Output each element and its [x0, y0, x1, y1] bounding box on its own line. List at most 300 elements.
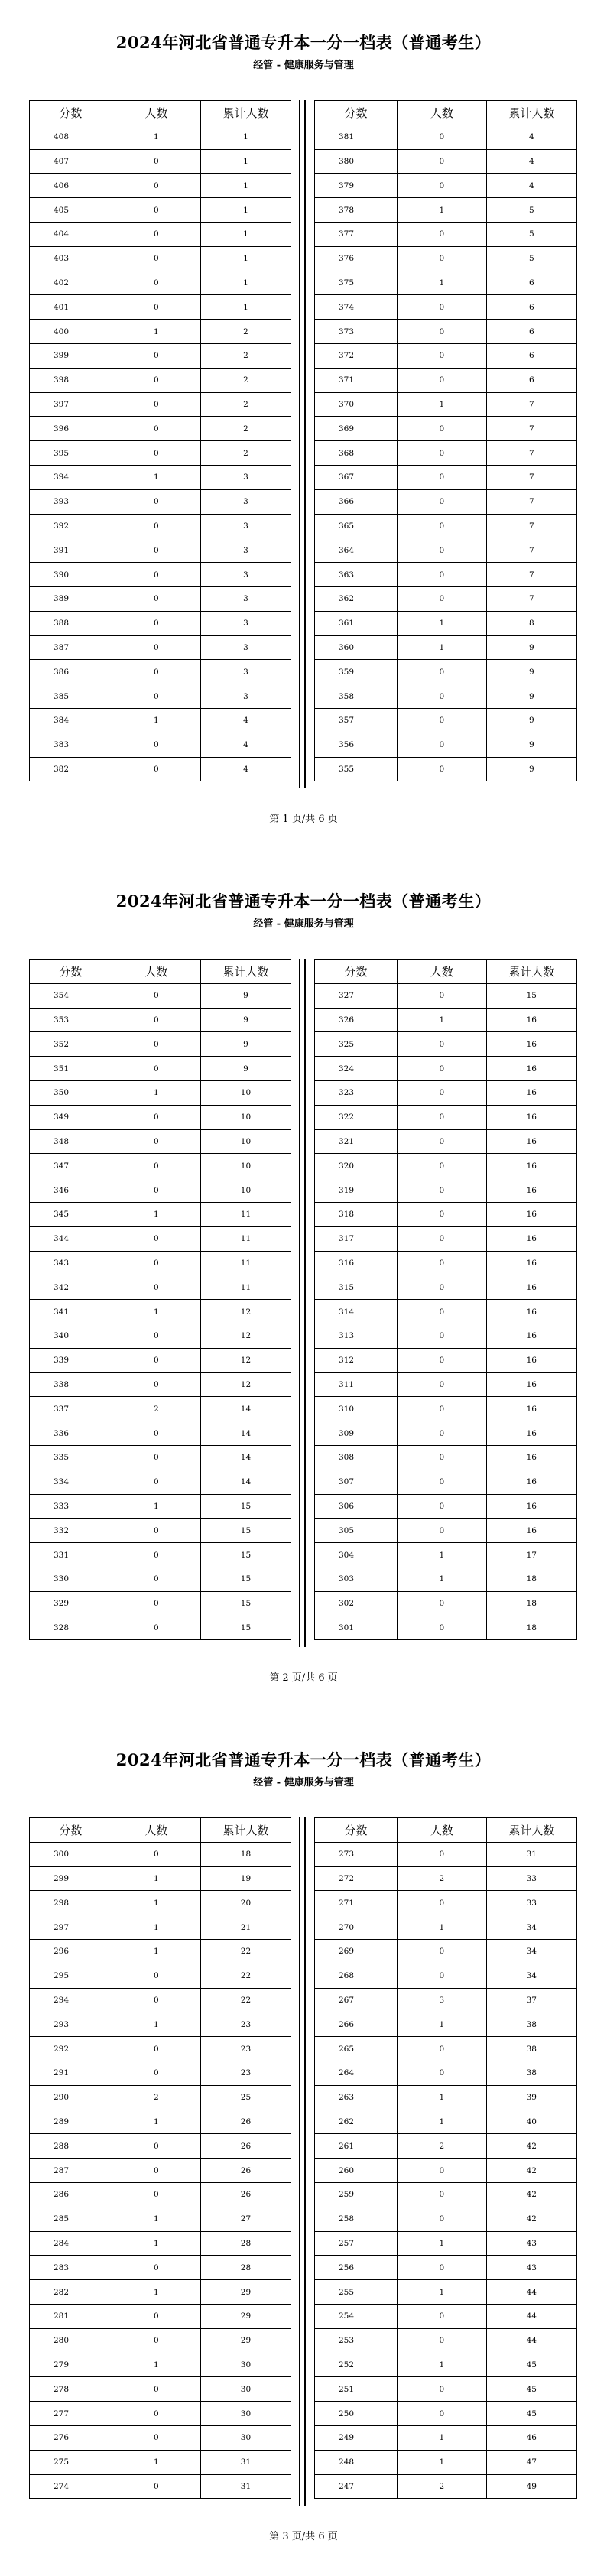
table-row [315, 1616, 577, 1640]
score-cell: 341 [30, 1300, 112, 1324]
score-cell: 326 [315, 1008, 398, 1032]
score-cell: 289 [30, 2110, 112, 2134]
table-row [315, 1348, 577, 1372]
score-cell: 328 [30, 1616, 112, 1640]
score-cell: 285 [30, 2207, 112, 2231]
score-cell: 397 [30, 392, 112, 417]
count-cell: 1 [398, 1567, 487, 1591]
table-row [315, 1988, 577, 2012]
count-cell: 0 [398, 1251, 487, 1275]
score-cell: 322 [315, 1105, 398, 1129]
score-cell: 293 [30, 2012, 112, 2037]
count-cell: 0 [112, 1591, 200, 1616]
score-cell: 350 [30, 1080, 112, 1105]
column-divider [299, 1817, 300, 2506]
cumulative-cell: 7 [486, 586, 576, 611]
count-cell: 0 [398, 1616, 487, 1640]
cumulative-cell: 9 [200, 983, 291, 1008]
count-cell: 1 [398, 2425, 487, 2450]
count-cell: 0 [398, 417, 487, 441]
table-row [30, 1543, 291, 1567]
score-cell: 385 [30, 684, 112, 709]
score-cell: 347 [30, 1154, 112, 1178]
score-cell: 249 [315, 2425, 398, 2450]
cumulative-cell: 9 [486, 757, 576, 781]
score-cell: 343 [30, 1251, 112, 1275]
table-row [315, 733, 577, 757]
score-cell: 376 [315, 246, 398, 271]
table-row [30, 757, 291, 781]
score-cell: 251 [315, 2377, 398, 2402]
table-row [30, 2037, 291, 2061]
table-row [315, 1591, 577, 1616]
cumulative-cell: 11 [200, 1251, 291, 1275]
count-cell: 0 [112, 733, 200, 757]
count-cell: 0 [112, 1154, 200, 1178]
count-cell: 0 [112, 1008, 200, 1032]
table-row [315, 1178, 577, 1203]
score-table-right [314, 100, 577, 781]
score-cell: 337 [30, 1397, 112, 1421]
cumulative-cell: 6 [486, 320, 576, 344]
table-row [30, 2231, 291, 2256]
score-cell: 368 [315, 441, 398, 466]
count-cell: 1 [112, 465, 200, 489]
score-cell: 354 [30, 983, 112, 1008]
cumulative-cell: 6 [486, 295, 576, 320]
table-row [30, 1397, 291, 1421]
count-cell: 0 [112, 2474, 200, 2499]
count-cell: 0 [398, 222, 487, 246]
score-cell: 353 [30, 1008, 112, 1032]
table-row [315, 2037, 577, 2061]
cumulative-cell: 4 [486, 125, 576, 149]
cumulative-cell: 10 [200, 1154, 291, 1178]
cumulative-cell: 45 [486, 2402, 576, 2426]
table-row [315, 2110, 577, 2134]
score-cell: 390 [30, 563, 112, 587]
count-cell: 0 [398, 1842, 487, 1866]
count-cell: 0 [398, 1275, 487, 1300]
score-cell: 389 [30, 586, 112, 611]
table-row [315, 563, 577, 587]
count-cell: 0 [398, 1226, 487, 1251]
table-row [30, 2304, 291, 2328]
cumulative-cell: 1 [200, 149, 291, 174]
cumulative-cell: 12 [200, 1324, 291, 1348]
score-cell: 344 [30, 1226, 112, 1251]
cumulative-cell: 2 [200, 320, 291, 344]
cumulative-cell: 4 [486, 174, 576, 198]
table-row [315, 684, 577, 709]
count-cell: 0 [112, 417, 200, 441]
score-table-right [314, 1817, 577, 2499]
table-row [30, 1275, 291, 1300]
count-cell: 1 [112, 2207, 200, 2231]
score-cell: 402 [30, 271, 112, 295]
score-cell: 312 [315, 1348, 398, 1372]
score-cell: 260 [315, 2159, 398, 2183]
count-cell: 0 [112, 198, 200, 223]
score-cell: 297 [30, 1915, 112, 1940]
table-row [315, 392, 577, 417]
cumulative-cell: 3 [200, 563, 291, 587]
table-row [315, 1567, 577, 1591]
cumulative-cell: 30 [200, 2353, 291, 2377]
column-header-score: 分数 [315, 960, 398, 984]
cumulative-cell: 18 [486, 1591, 576, 1616]
cumulative-cell: 16 [486, 1129, 576, 1154]
cumulative-cell: 5 [486, 246, 576, 271]
cumulative-cell: 16 [486, 1519, 576, 1543]
cumulative-cell: 6 [486, 271, 576, 295]
table-row [315, 222, 577, 246]
score-cell: 325 [315, 1032, 398, 1057]
count-cell: 2 [398, 1866, 487, 1891]
count-cell: 1 [112, 1300, 200, 1324]
table-row [30, 1445, 291, 1470]
column-divider [299, 959, 300, 1647]
score-cell: 254 [315, 2304, 398, 2328]
count-cell: 0 [112, 1324, 200, 1348]
table-row [30, 2182, 291, 2207]
count-cell: 0 [112, 174, 200, 198]
table-row [315, 2377, 577, 2402]
table-row [315, 1324, 577, 1348]
count-cell: 0 [398, 1154, 487, 1178]
count-cell: 0 [398, 983, 487, 1008]
table-row [30, 1616, 291, 1640]
score-cell: 406 [30, 174, 112, 198]
score-cell: 258 [315, 2207, 398, 2231]
score-cell: 264 [315, 2061, 398, 2085]
cumulative-cell: 15 [200, 1519, 291, 1543]
count-cell: 0 [112, 2134, 200, 2159]
count-cell: 1 [112, 1080, 200, 1105]
cumulative-cell: 12 [200, 1372, 291, 1397]
table-row [30, 1348, 291, 1372]
score-table-left [29, 100, 291, 781]
cumulative-cell: 6 [486, 368, 576, 392]
table-row [315, 2450, 577, 2474]
column-header-cumulative: 累计人数 [486, 1818, 576, 1843]
cumulative-cell: 26 [200, 2182, 291, 2207]
count-cell: 0 [112, 538, 200, 563]
table-row [315, 1154, 577, 1178]
cumulative-cell: 49 [486, 2474, 576, 2499]
column-divider [304, 100, 306, 788]
count-cell: 2 [398, 2474, 487, 2499]
count-cell: 1 [398, 2012, 487, 2037]
score-cell: 379 [315, 174, 398, 198]
column-divider [299, 100, 300, 788]
score-cell: 307 [315, 1470, 398, 1494]
score-table-left [29, 1817, 291, 2499]
score-cell: 288 [30, 2134, 112, 2159]
count-cell: 0 [112, 1470, 200, 1494]
column-header-score: 分数 [30, 101, 112, 125]
score-cell: 316 [315, 1251, 398, 1275]
count-cell: 0 [398, 1494, 487, 1519]
page-footer: 第 3 页/共 6 页 [269, 2531, 338, 2542]
score-cell: 304 [315, 1543, 398, 1567]
cumulative-cell: 4 [486, 149, 576, 174]
table-row [30, 465, 291, 489]
table-row [30, 1154, 291, 1178]
cumulative-cell: 29 [200, 2304, 291, 2328]
score-cell: 345 [30, 1202, 112, 1226]
table-row [30, 611, 291, 635]
cumulative-cell: 16 [486, 1202, 576, 1226]
count-cell: 0 [398, 538, 487, 563]
table-row [30, 1939, 291, 1964]
cumulative-cell: 9 [486, 708, 576, 733]
count-cell: 0 [112, 1988, 200, 2012]
cumulative-cell: 12 [200, 1300, 291, 1324]
cumulative-cell: 1 [200, 271, 291, 295]
count-cell: 1 [112, 2450, 200, 2474]
column-header-count: 人数 [112, 960, 200, 984]
column-header-count: 人数 [398, 960, 487, 984]
score-cell: 315 [315, 1275, 398, 1300]
cumulative-cell: 34 [486, 1964, 576, 1988]
cumulative-cell: 15 [200, 1543, 291, 1567]
table-row [315, 1300, 577, 1324]
cumulative-cell: 18 [486, 1567, 576, 1591]
score-cell: 282 [30, 2280, 112, 2305]
cumulative-cell: 3 [200, 684, 291, 709]
table-row [315, 2231, 577, 2256]
cumulative-cell: 10 [200, 1178, 291, 1203]
count-cell: 0 [398, 733, 487, 757]
count-cell: 1 [398, 2110, 487, 2134]
cumulative-cell: 26 [200, 2134, 291, 2159]
cumulative-cell: 8 [486, 611, 576, 635]
table-row [30, 125, 291, 149]
cumulative-cell: 18 [486, 1616, 576, 1640]
count-cell: 0 [112, 2037, 200, 2061]
cumulative-cell: 6 [486, 343, 576, 368]
cumulative-cell: 39 [486, 2085, 576, 2110]
cumulative-cell: 2 [200, 343, 291, 368]
cumulative-cell: 4 [200, 708, 291, 733]
cumulative-cell: 43 [486, 2256, 576, 2280]
cumulative-cell: 16 [486, 1372, 576, 1397]
table-row [30, 1470, 291, 1494]
cumulative-cell: 30 [200, 2377, 291, 2402]
score-cell: 279 [30, 2353, 112, 2377]
count-cell: 0 [112, 295, 200, 320]
count-cell: 0 [398, 1519, 487, 1543]
score-cell: 356 [315, 733, 398, 757]
cumulative-cell: 47 [486, 2450, 576, 2474]
cumulative-cell: 28 [200, 2256, 291, 2280]
table-row [30, 2402, 291, 2426]
table-row [30, 1324, 291, 1348]
count-cell: 1 [398, 611, 487, 635]
count-cell: 1 [112, 1915, 200, 1940]
count-cell: 0 [112, 635, 200, 660]
count-cell: 0 [398, 441, 487, 466]
column-header-count: 人数 [398, 1818, 487, 1843]
score-cell: 332 [30, 1519, 112, 1543]
table-row [30, 1494, 291, 1519]
count-cell: 0 [112, 1057, 200, 1081]
column-divider [304, 1817, 306, 2506]
score-cell: 374 [315, 295, 398, 320]
table-row [315, 489, 577, 514]
table-row [315, 2207, 577, 2231]
table-row [30, 295, 291, 320]
cumulative-cell: 33 [486, 1866, 576, 1891]
score-cell: 335 [30, 1445, 112, 1470]
score-cell: 271 [315, 1891, 398, 1915]
count-cell: 0 [112, 586, 200, 611]
table-row [315, 2280, 577, 2305]
cumulative-cell: 3 [200, 538, 291, 563]
count-cell: 1 [112, 2280, 200, 2305]
count-cell: 0 [398, 2256, 487, 2280]
cumulative-cell: 16 [486, 1324, 576, 1348]
table-row [30, 271, 291, 295]
score-cell: 317 [315, 1226, 398, 1251]
cumulative-cell: 12 [200, 1348, 291, 1372]
score-cell: 404 [30, 222, 112, 246]
count-cell: 0 [398, 2159, 487, 2183]
table-row [315, 1057, 577, 1081]
count-cell: 0 [112, 1543, 200, 1567]
count-cell: 1 [112, 320, 200, 344]
cumulative-cell: 9 [200, 1008, 291, 1032]
table-row [30, 2207, 291, 2231]
table-row [315, 2134, 577, 2159]
count-cell: 0 [112, 271, 200, 295]
count-cell: 0 [112, 660, 200, 684]
score-cell: 377 [315, 222, 398, 246]
table-row [30, 174, 291, 198]
score-cell: 274 [30, 2474, 112, 2499]
cumulative-cell: 45 [486, 2353, 576, 2377]
score-cell: 310 [315, 1397, 398, 1421]
count-cell: 0 [112, 343, 200, 368]
cumulative-cell: 5 [486, 198, 576, 223]
count-cell: 0 [398, 1421, 487, 1446]
table-row [315, 271, 577, 295]
page-subtitle: 经管 - 健康服务与管理 [253, 918, 354, 930]
table-row [30, 2280, 291, 2305]
table-row [315, 2402, 577, 2426]
cumulative-cell: 16 [486, 1300, 576, 1324]
table-row [30, 684, 291, 709]
count-cell: 0 [398, 514, 487, 538]
score-cell: 396 [30, 417, 112, 441]
count-cell: 0 [398, 708, 487, 733]
table-row [315, 1032, 577, 1057]
table-row [30, 983, 291, 1008]
count-cell: 0 [112, 246, 200, 271]
cumulative-cell: 34 [486, 1939, 576, 1964]
count-cell: 0 [398, 2207, 487, 2231]
score-cell: 319 [315, 1178, 398, 1203]
count-cell: 0 [398, 2037, 487, 2061]
score-cell: 294 [30, 1988, 112, 2012]
table-row [315, 1080, 577, 1105]
cumulative-cell: 5 [486, 222, 576, 246]
column-header-score: 分数 [30, 1818, 112, 1843]
cumulative-cell: 29 [200, 2328, 291, 2353]
score-cell: 320 [315, 1154, 398, 1178]
cumulative-cell: 11 [200, 1202, 291, 1226]
cumulative-cell: 25 [200, 2085, 291, 2110]
count-cell: 2 [112, 1397, 200, 1421]
count-cell: 0 [398, 2328, 487, 2353]
score-cell: 369 [315, 417, 398, 441]
count-cell: 0 [112, 1275, 200, 1300]
table-row [315, 1008, 577, 1032]
score-cell: 349 [30, 1105, 112, 1129]
score-cell: 276 [30, 2425, 112, 2450]
table-row [30, 1591, 291, 1616]
score-cell: 398 [30, 368, 112, 392]
score-cell: 334 [30, 1470, 112, 1494]
page-footer: 第 1 页/共 6 页 [269, 814, 338, 825]
score-cell: 273 [315, 1842, 398, 1866]
cumulative-cell: 7 [486, 392, 576, 417]
score-cell: 253 [315, 2328, 398, 2353]
count-cell: 0 [398, 1964, 487, 1988]
cumulative-cell: 1 [200, 295, 291, 320]
cumulative-cell: 16 [486, 1080, 576, 1105]
cumulative-cell: 7 [486, 441, 576, 466]
score-cell: 340 [30, 1324, 112, 1348]
table-row [315, 2159, 577, 2183]
cumulative-cell: 46 [486, 2425, 576, 2450]
cumulative-cell: 45 [486, 2377, 576, 2402]
cumulative-cell: 22 [200, 1964, 291, 1988]
table-row [315, 1421, 577, 1446]
cumulative-cell: 14 [200, 1397, 291, 1421]
table-row [30, 733, 291, 757]
score-cell: 387 [30, 635, 112, 660]
score-table-right [314, 959, 577, 1640]
cumulative-cell: 38 [486, 2012, 576, 2037]
table-row [315, 757, 577, 781]
cumulative-cell: 7 [486, 514, 576, 538]
count-cell: 0 [112, 1445, 200, 1470]
count-cell: 1 [112, 2231, 200, 2256]
table-row [315, 1275, 577, 1300]
table-row [30, 1372, 291, 1397]
count-cell: 0 [112, 368, 200, 392]
count-cell: 0 [398, 149, 487, 174]
score-cell: 333 [30, 1494, 112, 1519]
table-row [30, 586, 291, 611]
table-row [30, 2085, 291, 2110]
cumulative-cell: 37 [486, 1988, 576, 2012]
cumulative-cell: 16 [486, 1445, 576, 1470]
table-row [30, 149, 291, 174]
score-cell: 266 [315, 2012, 398, 2037]
count-cell: 1 [398, 1008, 487, 1032]
table-row [30, 2012, 291, 2037]
cumulative-cell: 27 [200, 2207, 291, 2231]
count-cell: 1 [398, 2353, 487, 2377]
count-cell: 0 [398, 1057, 487, 1081]
score-cell: 394 [30, 465, 112, 489]
table-row [30, 2353, 291, 2377]
table-row [30, 1519, 291, 1543]
count-cell: 1 [398, 2450, 487, 2474]
